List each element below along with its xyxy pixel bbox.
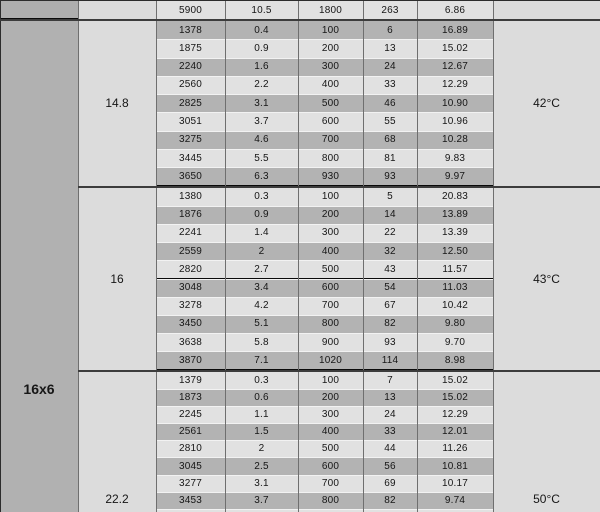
table-cell: 300 bbox=[298, 58, 363, 76]
table-cell: 9.83 bbox=[417, 149, 493, 167]
temperature-label: 43°C bbox=[533, 271, 560, 286]
voltage-label: 16 bbox=[110, 271, 124, 286]
table-cell: 2561 bbox=[156, 423, 225, 440]
table-cell: 15.02 bbox=[417, 372, 493, 389]
table-cell: 2240 bbox=[156, 58, 225, 76]
table-cell: 700 bbox=[298, 475, 363, 492]
column-border bbox=[225, 0, 226, 512]
table-cell: 9.80 bbox=[417, 315, 493, 333]
table-cell: 1800 bbox=[298, 1, 363, 19]
table-cell: 4.6 bbox=[225, 131, 298, 149]
table-cell: 3870 bbox=[156, 351, 225, 369]
table-cell: 700 bbox=[298, 131, 363, 149]
table-cell: 13 bbox=[363, 39, 417, 57]
table-cell: 9.70 bbox=[417, 333, 493, 351]
table-cell: 67 bbox=[363, 297, 417, 315]
table-cell: 2810 bbox=[156, 440, 225, 457]
table-cell: 20.83 bbox=[417, 188, 493, 206]
table-cell: 2559 bbox=[156, 242, 225, 260]
temperature-cell-43 bbox=[493, 188, 600, 370]
table-cell: 10.81 bbox=[417, 457, 493, 474]
table-cell: 2245 bbox=[156, 406, 225, 423]
table-cell: 3048 bbox=[156, 279, 225, 297]
column-border bbox=[298, 0, 299, 512]
column-border bbox=[78, 0, 79, 512]
table-cell: 930 bbox=[298, 167, 363, 185]
table-cell: 3275 bbox=[156, 131, 225, 149]
table-cell: 263 bbox=[363, 1, 417, 19]
section-border bbox=[0, 19, 600, 21]
table-cell: 100 bbox=[298, 188, 363, 206]
table-cell: 2560 bbox=[156, 76, 225, 94]
table-cell: 3278 bbox=[156, 297, 225, 315]
table-cell: 22 bbox=[363, 224, 417, 242]
table-cell: 24 bbox=[363, 58, 417, 76]
table-cell: 600 bbox=[298, 279, 363, 297]
table-cell: 1.5 bbox=[225, 423, 298, 440]
table-cell: 10.42 bbox=[417, 297, 493, 315]
table-cell: 1380 bbox=[156, 188, 225, 206]
table-cell: 1379 bbox=[156, 372, 225, 389]
table-cell: 10.90 bbox=[417, 94, 493, 112]
table-cell: 800 bbox=[298, 492, 363, 509]
table-cell: 200 bbox=[298, 389, 363, 406]
table-cell: 1.1 bbox=[225, 406, 298, 423]
section-border bbox=[78, 186, 600, 188]
table-cell: 11.57 bbox=[417, 260, 493, 278]
table-cell: 3.7 bbox=[225, 112, 298, 130]
column-border bbox=[417, 0, 418, 512]
table-cell: 12.50 bbox=[417, 242, 493, 260]
table-cell: 44 bbox=[363, 440, 417, 457]
voltage-cell-14-8 bbox=[78, 21, 156, 186]
table-cell: 3.4 bbox=[225, 279, 298, 297]
table-cell: 16.89 bbox=[417, 21, 493, 39]
table-cell: 82 bbox=[363, 492, 417, 509]
table-cell: 32 bbox=[363, 242, 417, 260]
table-cell: 114 bbox=[363, 351, 417, 369]
table-cell: 3.7 bbox=[225, 492, 298, 509]
table-cell: 5.8 bbox=[225, 333, 298, 351]
table-cell: 3051 bbox=[156, 112, 225, 130]
table-cell: 15.02 bbox=[417, 389, 493, 406]
table-cell: 5 bbox=[363, 188, 417, 206]
table-cell: 33 bbox=[363, 423, 417, 440]
column-border bbox=[493, 0, 494, 512]
table-cell: 1.4 bbox=[225, 224, 298, 242]
table-cell: 93 bbox=[363, 167, 417, 185]
table-cell: 400 bbox=[298, 423, 363, 440]
table-cell: 300 bbox=[298, 406, 363, 423]
table-cell: 9.74 bbox=[417, 492, 493, 509]
table-cell: 33 bbox=[363, 76, 417, 94]
table-cell: 69 bbox=[363, 475, 417, 492]
table-cell: 9.97 bbox=[417, 167, 493, 185]
left-edge-border bbox=[0, 0, 1, 512]
table-cell: 3.1 bbox=[225, 475, 298, 492]
table-cell: 15.02 bbox=[417, 39, 493, 57]
temperature-label: 50°C bbox=[533, 492, 560, 506]
column-border bbox=[156, 0, 157, 512]
propeller-top-cell bbox=[0, 0, 78, 18]
table-cell: 7 bbox=[363, 372, 417, 389]
table-cell: 1876 bbox=[156, 206, 225, 224]
table-cell: 2825 bbox=[156, 94, 225, 112]
table-cell: 5.5 bbox=[225, 149, 298, 167]
table-cell: 3.1 bbox=[225, 94, 298, 112]
propeller-label: 16x6 bbox=[23, 381, 55, 397]
table-cell: 800 bbox=[298, 315, 363, 333]
table-cell: 12.01 bbox=[417, 423, 493, 440]
table-cell: 43 bbox=[363, 260, 417, 278]
table-cell: 100 bbox=[298, 21, 363, 39]
voltage-cell-22-2 bbox=[78, 372, 156, 512]
table-cell: 400 bbox=[298, 76, 363, 94]
table-cell: 0.4 bbox=[225, 21, 298, 39]
voltage-label: 22.2 bbox=[105, 492, 129, 506]
table-cell: 3045 bbox=[156, 457, 225, 474]
table-cell: 13.39 bbox=[417, 224, 493, 242]
table-cell: 700 bbox=[298, 297, 363, 315]
table-cell: 3445 bbox=[156, 149, 225, 167]
table-cell: 5.1 bbox=[225, 315, 298, 333]
table-cell: 56 bbox=[363, 457, 417, 474]
propeller-cell bbox=[0, 21, 78, 512]
table-cell: 100 bbox=[298, 372, 363, 389]
table-cell: 68 bbox=[363, 131, 417, 149]
table-cell: 300 bbox=[298, 224, 363, 242]
table-cell: 12.29 bbox=[417, 406, 493, 423]
table-cell: 2241 bbox=[156, 224, 225, 242]
table-cell: 0.9 bbox=[225, 206, 298, 224]
table-cell: 600 bbox=[298, 457, 363, 474]
table-cell: 13.89 bbox=[417, 206, 493, 224]
table-cell: 1.6 bbox=[225, 58, 298, 76]
table-cell: 24 bbox=[363, 406, 417, 423]
top-edge-border bbox=[0, 0, 600, 1]
table-cell: 12.29 bbox=[417, 76, 493, 94]
column-border bbox=[363, 0, 364, 512]
table-cell: 1020 bbox=[298, 351, 363, 369]
table-cell: 10.5 bbox=[225, 1, 298, 19]
table-cell: 7.1 bbox=[225, 351, 298, 369]
table-cell: 3453 bbox=[156, 492, 225, 509]
table-cell: 500 bbox=[298, 440, 363, 457]
table-cell: 10.96 bbox=[417, 112, 493, 130]
table-cell: 0.3 bbox=[225, 188, 298, 206]
table-cell: 3277 bbox=[156, 475, 225, 492]
temperature-cell-50 bbox=[493, 372, 600, 512]
table-cell: 8.98 bbox=[417, 351, 493, 369]
table-cell: 500 bbox=[298, 260, 363, 278]
table-cell: 0.9 bbox=[225, 39, 298, 57]
table-cell: 55 bbox=[363, 112, 417, 130]
table-cell: 6.86 bbox=[417, 1, 493, 19]
table-cell: 6 bbox=[363, 21, 417, 39]
table-cell: 93 bbox=[363, 333, 417, 351]
table-cell: 10.28 bbox=[417, 131, 493, 149]
table-cell: 5900 bbox=[156, 1, 225, 19]
table-cell: 3638 bbox=[156, 333, 225, 351]
table-cell: 2.5 bbox=[225, 457, 298, 474]
table-cell: 11.03 bbox=[417, 279, 493, 297]
voltage-cell-16 bbox=[78, 188, 156, 370]
table-cell: 1875 bbox=[156, 39, 225, 57]
table-cell: 14 bbox=[363, 206, 417, 224]
table-cell: 0.6 bbox=[225, 389, 298, 406]
table-cell: 46 bbox=[363, 94, 417, 112]
table-cell: 1378 bbox=[156, 21, 225, 39]
table-cell: 2 bbox=[225, 242, 298, 260]
temperature-top-cell bbox=[493, 1, 600, 19]
table-cell: 1873 bbox=[156, 389, 225, 406]
table-cell: 6.3 bbox=[225, 167, 298, 185]
table-cell: 900 bbox=[298, 333, 363, 351]
temperature-label: 42°C bbox=[533, 96, 560, 111]
table-cell: 0.3 bbox=[225, 372, 298, 389]
table-cell: 13 bbox=[363, 389, 417, 406]
table-cell: 81 bbox=[363, 149, 417, 167]
table-cell: 2 bbox=[225, 440, 298, 457]
temperature-cell-42 bbox=[493, 21, 600, 186]
table-cell: 2820 bbox=[156, 260, 225, 278]
table-cell: 12.67 bbox=[417, 58, 493, 76]
table-cell: 2.7 bbox=[225, 260, 298, 278]
table-cell: 200 bbox=[298, 206, 363, 224]
table-cell: 3450 bbox=[156, 315, 225, 333]
table-cell: 54 bbox=[363, 279, 417, 297]
table-cell: 200 bbox=[298, 39, 363, 57]
table-cell: 82 bbox=[363, 315, 417, 333]
voltage-top-cell bbox=[78, 1, 156, 19]
table-cell: 800 bbox=[298, 149, 363, 167]
table-cell: 600 bbox=[298, 112, 363, 130]
table-cell: 500 bbox=[298, 94, 363, 112]
table-cell: 4.2 bbox=[225, 297, 298, 315]
table-cell: 2.2 bbox=[225, 76, 298, 94]
table-cell: 3650 bbox=[156, 167, 225, 185]
table-cell: 10.17 bbox=[417, 475, 493, 492]
table-cell: 400 bbox=[298, 242, 363, 260]
table-cell: 11.26 bbox=[417, 440, 493, 457]
voltage-label: 14.8 bbox=[105, 96, 129, 111]
section-border bbox=[78, 370, 600, 372]
